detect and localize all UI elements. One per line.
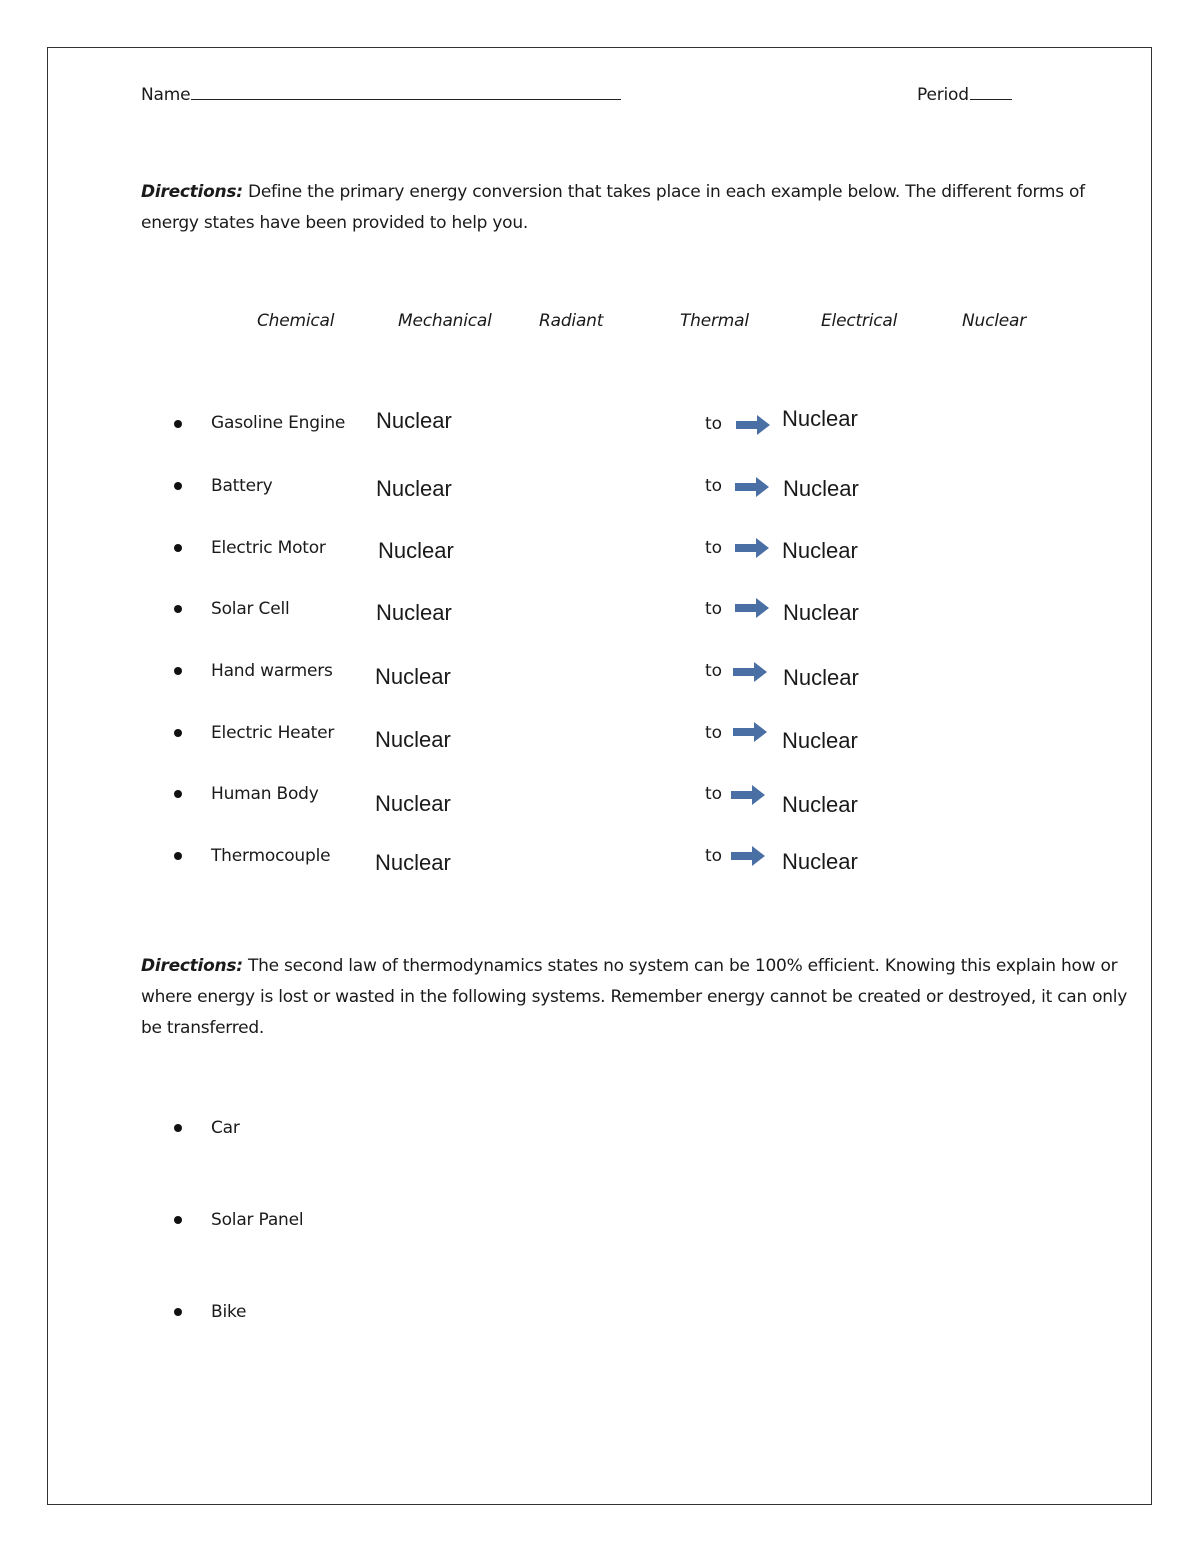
- from-energy-answer[interactable]: Nuclear: [375, 664, 451, 689]
- bullet-icon: [174, 1308, 182, 1316]
- bullet-icon: [174, 1216, 182, 1224]
- period-blank-line[interactable]: [970, 83, 1012, 100]
- energy-form-chemical: Chemical: [257, 311, 335, 331]
- right-arrow-icon: [731, 845, 765, 867]
- energy-form-electrical: Electrical: [821, 311, 898, 331]
- bullet-icon: [174, 420, 182, 428]
- energy-form-radiant: Radiant: [539, 311, 604, 331]
- bullet-icon: [174, 852, 182, 860]
- to-energy-answer[interactable]: Nuclear: [782, 792, 858, 817]
- to-energy-answer[interactable]: Nuclear: [782, 849, 858, 874]
- to-connector: to: [705, 599, 723, 619]
- energy-form-mechanical: Mechanical: [398, 311, 492, 331]
- directions-label: Directions:: [141, 956, 243, 976]
- bullet-icon: [174, 667, 182, 675]
- from-energy-answer[interactable]: Nuclear: [378, 538, 454, 563]
- from-energy-answer[interactable]: Nuclear: [376, 476, 452, 501]
- to-energy-answer[interactable]: Nuclear: [782, 406, 858, 431]
- system-label: Bike: [211, 1302, 247, 1322]
- from-energy-answer[interactable]: Nuclear: [376, 600, 452, 625]
- to-connector: to: [705, 538, 723, 558]
- system-label: Solar Panel: [211, 1210, 304, 1230]
- from-energy-answer[interactable]: Nuclear: [375, 850, 451, 875]
- to-energy-answer[interactable]: Nuclear: [782, 728, 858, 753]
- energy-form-thermal: Thermal: [680, 311, 749, 331]
- item-label: Electric Motor: [211, 538, 326, 558]
- right-arrow-icon: [731, 784, 765, 806]
- period-label: Period: [917, 85, 969, 105]
- right-arrow-icon: [735, 476, 769, 498]
- directions-text: The second law of thermodynamics states no system can be 100% efficient. Knowing this explain how or where energy is lost or wasted in the following systems. Remember energy cannot be created or destroyed, it can only be transferred.: [141, 956, 1128, 1038]
- system-label: Car: [211, 1118, 240, 1138]
- name-field[interactable]: [141, 83, 621, 105]
- right-arrow-icon: [735, 537, 769, 559]
- to-connector: to: [705, 846, 723, 866]
- item-label: Thermocouple: [211, 846, 331, 866]
- from-energy-answer[interactable]: Nuclear: [376, 408, 452, 433]
- bullet-icon: [174, 605, 182, 613]
- to-connector: to: [705, 661, 723, 681]
- bullet-icon: [174, 729, 182, 737]
- right-arrow-icon: [733, 661, 767, 683]
- to-connector: to: [705, 723, 723, 743]
- right-arrow-icon: [736, 414, 770, 436]
- name-label: Name: [141, 85, 191, 105]
- to-energy-answer[interactable]: Nuclear: [782, 538, 858, 563]
- from-energy-answer[interactable]: Nuclear: [375, 791, 451, 816]
- name-blank-line[interactable]: [191, 83, 621, 100]
- bullet-icon: [174, 544, 182, 552]
- energy-form-nuclear: Nuclear: [962, 311, 1027, 331]
- bullet-icon: [174, 482, 182, 490]
- directions-paragraph-2: [141, 951, 1136, 1044]
- item-label: Solar Cell: [211, 599, 290, 619]
- item-label: Hand warmers: [211, 661, 333, 681]
- to-energy-answer[interactable]: Nuclear: [783, 600, 859, 625]
- bullet-icon: [174, 790, 182, 798]
- directions-paragraph-1: [141, 177, 1136, 239]
- to-connector: to: [705, 476, 723, 496]
- bullet-icon: [174, 1124, 182, 1132]
- to-energy-answer[interactable]: Nuclear: [783, 665, 859, 690]
- right-arrow-icon: [733, 721, 767, 743]
- item-label: Human Body: [211, 784, 319, 804]
- item-label: Battery: [211, 476, 273, 496]
- to-connector: to: [705, 784, 723, 804]
- directions-label: Directions:: [141, 182, 243, 202]
- item-label: Gasoline Engine: [211, 413, 346, 433]
- from-energy-answer[interactable]: Nuclear: [375, 727, 451, 752]
- directions-text: Define the primary energy conversion that takes place in each example below. The different forms of energy states have been provided to help you.: [141, 182, 1085, 233]
- period-field[interactable]: [917, 83, 1012, 105]
- page-border: [47, 47, 1152, 1505]
- to-energy-answer[interactable]: Nuclear: [783, 476, 859, 501]
- item-label: Electric Heater: [211, 723, 335, 743]
- to-connector: to: [705, 414, 723, 434]
- right-arrow-icon: [735, 597, 769, 619]
